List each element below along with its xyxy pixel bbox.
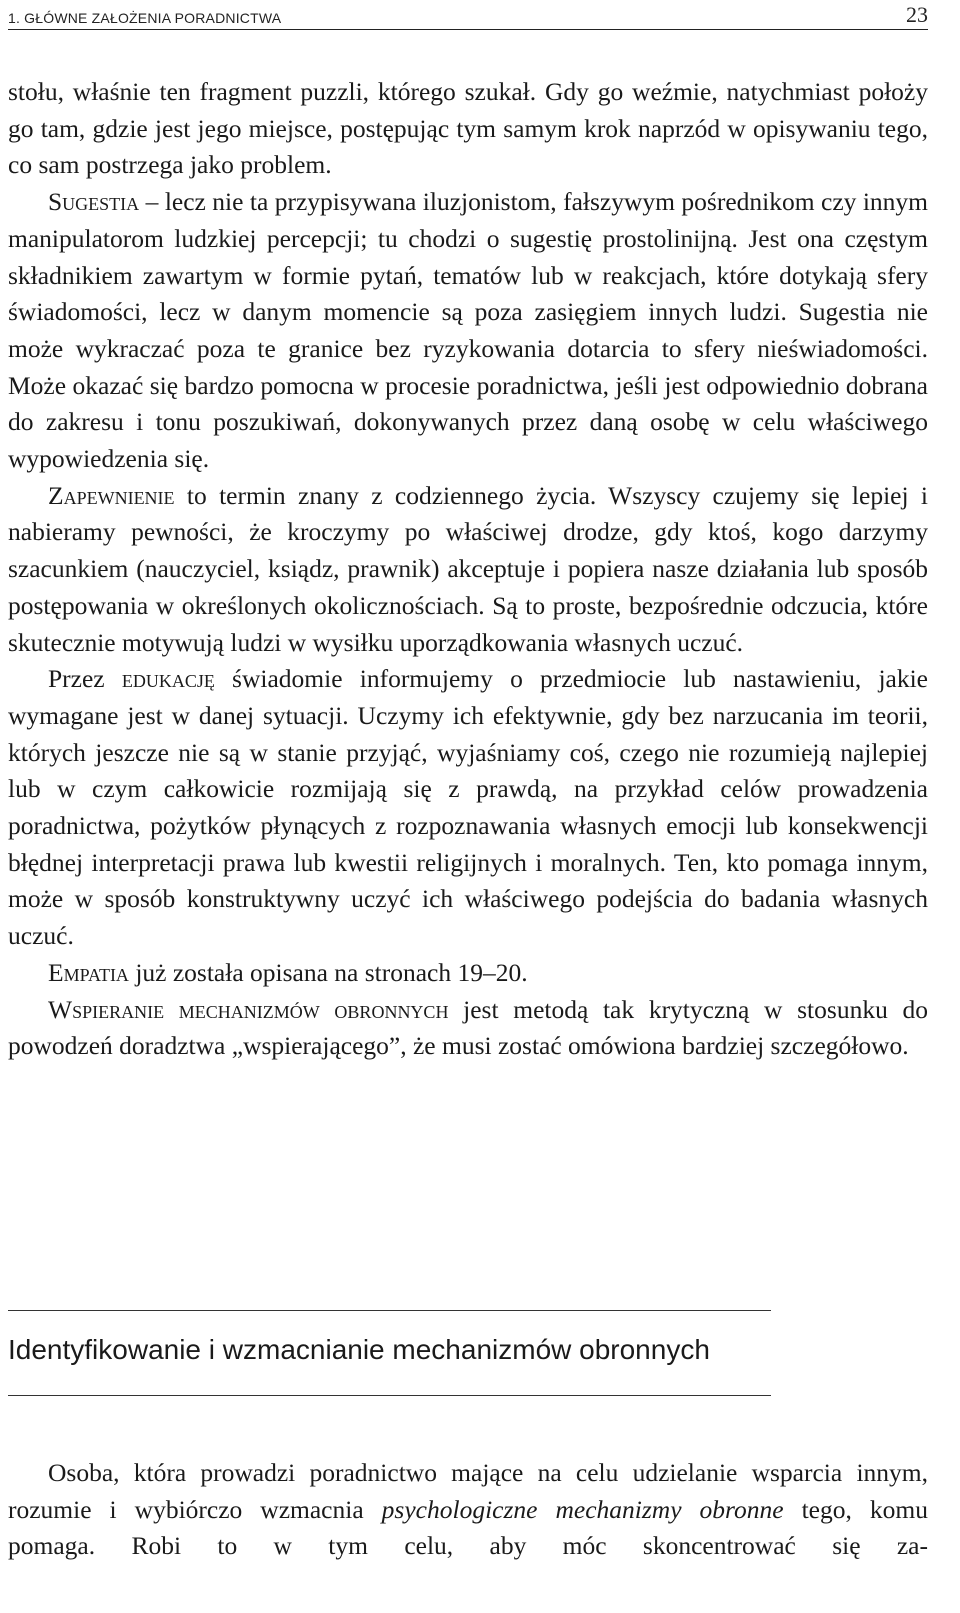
term-wspieranie: Wspieranie mechanizmów obronnych [48,994,449,1024]
paragraph-puzzle: stołu, właśnie ten fragment puzzli, którego szukał. Gdy go weźmie, natychmiast położy go tam, gdzie jest jego miejsce, postępując tym samym krok naprzód w opisywaniu tego, co sam postrzega jako problem. [8,77,928,180]
paragraph-empatia-text: już została opisana na stronach 19–20. [128,957,528,987]
paragraph-empatia [8,955,928,992]
term-sugestia: Sugestia [48,187,140,217]
paragraph-edukacja-lead: Przez [48,664,122,694]
section-text [8,1455,928,1565]
paragraph-sugestia-text: – lecz nie ta przypisywana iluzjonistom, fałszywym pośrednikom czy innym manipulatorom ludzkiej percepcji; tu chodzi o sugestię prostolinijną. Jest ona częstym składnikiem zawartym w formie pytań, tematów lub w reakcjach, które dotykają sfery świadomości, lecz w danym momencie są poza zasięgiem innych ludzi. Sugestia nie może wykraczać poza te granice bez ryzykowania dotarcia to sfery nieświadomości. Może okazać się bardzo pomocna w procesie poradnictwa, jeśli jest odpowiednio dobrana do zakresu i tonu poszukiwań, dokonywanych przez daną osobę w celu właściwego wypowiedzenia się. [8,187,928,474]
section-rule-top [8,1310,771,1311]
page-number: 23 [906,2,928,27]
term-empatia: Empatia [48,957,129,987]
main-text [8,74,928,1065]
emphasis-mechanizmy: psychologiczne mechanizmy obronne [381,1494,784,1524]
paragraph-zapewnienie-text: to termin znany z codziennego życia. Wszyscy czujemy się lepiej i nabieramy pewności, że kroczymy po właściwej drodze, gdy ktoś, kogo darzymy szacunkiem (nauczyciel, ksiądz, prawnik) akceptuje i popiera nasze działania lub sposób postępowania w określonych okolicznościach. Są to proste, bezpośrednie odczucia, które skutecznie motywują ludzi w wysiłku uporządkowania własnych uczuć. [8,480,928,657]
section-heading: Identyfikowanie i wzmacnianie mechanizmów obronnych [8,1334,710,1365]
paragraph-osoba [8,1455,928,1565]
running-header [8,2,928,30]
term-edukacja: edukację [121,664,215,694]
term-zapewnienie: Zapewnienie [48,480,175,510]
paragraph-edukacja-text: świadomie informujemy o przedmiocie lub nastawieniu, jakie wymagane jest w danej sytuacji. Uczymy ich efektywnie, gdy bez narzucania im teorii, których jeszcze nie są w stanie przyjąć, wyjaśniamy coś, czego nie rozumieją najlepiej lub w czym całkowicie rozmijają się z prawdą, na przykład celów prowadzenia poradnictwa, pożytków płynących z rozpoznawania własnych emocji lub konsekwencji błędnej interpretacji prawa lub kwestii religijnych i moralnych. Ten, kto pomaga innym, może w sposób konstruktywny uczyć ich właściwego podejścia do badania własnych uczuć. [8,664,928,951]
paragraph-wspieranie-text: jest metodą tak krytyczną w stosunku do powodzeń doradztwa „wspierającego”, że musi zostać omówiona bardziej szczegółowo. [8,994,929,1061]
paragraph-osoba-end: tego, komu pomaga. Robi to w tym celu, aby móc skoncentrować się za- [8,1494,928,1561]
section-rule-bottom [8,1395,771,1396]
running-title: 1. GŁÓWNE ZAŁOŻENIA PORADNICTWA [8,10,282,26]
paragraph-osoba-start: Osoba, która prowadzi poradnictwo mające na celu udzielanie wsparcia innym, rozumie i wybiórczo wzmacnia [8,1458,928,1524]
paragraph-wspieranie [8,992,928,1065]
paragraph-edukacja [8,661,928,955]
paragraph-zapewnienie [8,478,928,662]
paragraph-sugestia [8,184,928,478]
